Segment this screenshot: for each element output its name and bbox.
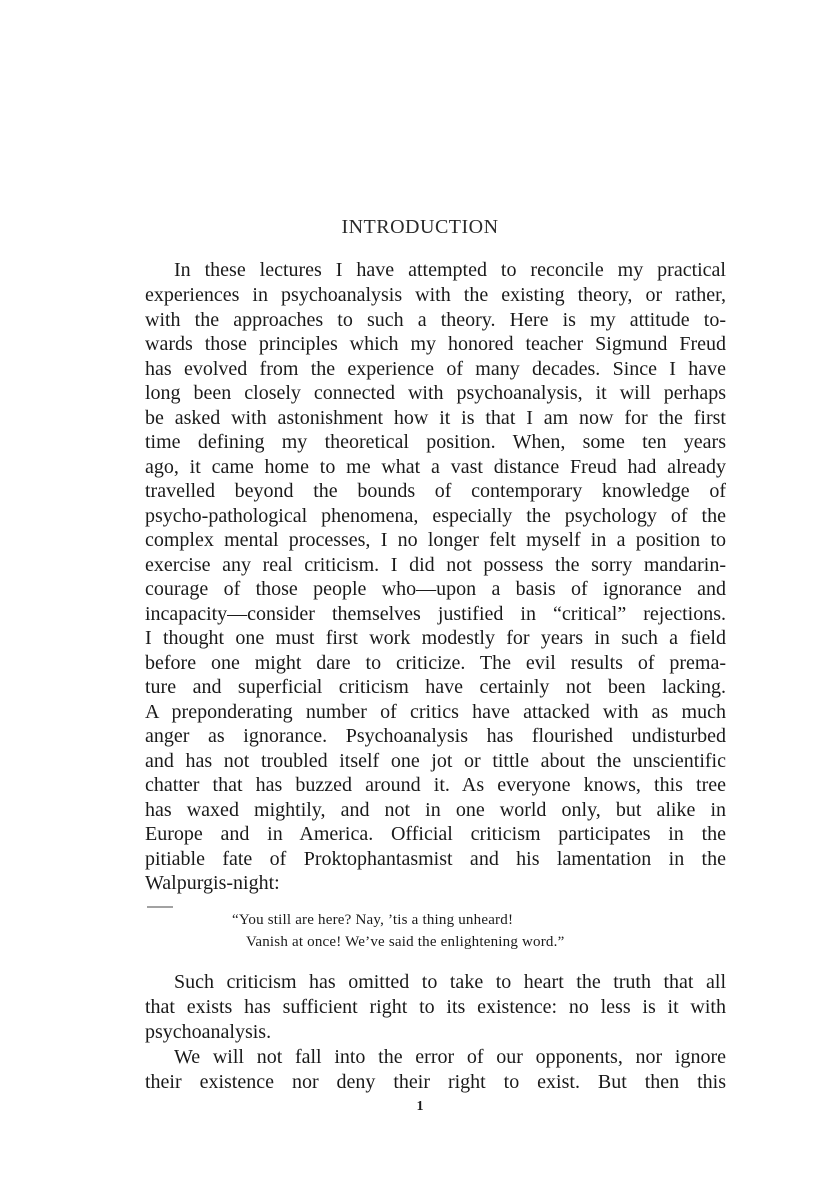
text-line: Walpurgis-night: xyxy=(145,872,280,894)
text-line: Europe and in America. Official criticism participates in the xyxy=(145,823,726,845)
text-line: their existence nor deny their right to exist. But then this xyxy=(145,1071,726,1093)
text-line: experiences in psychoanalysis with the existing theory, or rather, xyxy=(145,284,726,306)
page-number: 1 xyxy=(416,1099,424,1114)
text-line: psychoanalysis. xyxy=(145,1021,272,1043)
text-line: anger as ignorance. Psychoanalysis has flourished undisturbed xyxy=(145,725,726,747)
text-line: has evolved from the experience of many decades. Since I have xyxy=(145,358,726,380)
text-line: time defining my theoretical position. When, some ten years xyxy=(145,431,726,453)
quote-line: “You still are here? Nay, ’tis a thing unheard! xyxy=(232,912,514,928)
text-line: ago, it came home to me what a vast distance Freud had already xyxy=(145,456,726,478)
text-line: In these lectures I have attempted to reconcile my practical xyxy=(174,259,726,281)
text-line: We will not fall into the error of our opponents, nor ignore xyxy=(174,1046,726,1068)
text-line: and has not troubled itself one jot or tittle about the unscientific xyxy=(145,750,726,772)
text-line: courage of those people who—upon a basis of ignorance and xyxy=(145,578,726,600)
text-line: before one might dare to criticize. The evil results of prema- xyxy=(145,652,726,674)
text-line: ture and superficial criticism have certainly not been lacking. xyxy=(145,676,726,698)
text-line: I thought one must first work modestly for years in such a field xyxy=(145,627,726,649)
text-line: with the approaches to such a theory. Here is my attitude to- xyxy=(145,309,726,331)
text-line: that exists has sufficient right to its existence: no less is it with xyxy=(145,996,726,1018)
text-line: travelled beyond the bounds of contemporary knowledge of xyxy=(145,480,726,502)
ink-mark xyxy=(147,906,173,908)
text-line: psycho-pathological phenomena, especially the psychology of the xyxy=(145,505,726,527)
text-line: has waxed mightily, and not in one world only, but alike in xyxy=(145,799,726,821)
text-line: wards those principles which my honored teacher Sigmund Freud xyxy=(145,333,726,355)
text-line: complex mental processes, I no longer felt myself in a position to xyxy=(145,529,726,551)
text-line: pitiable fate of Proktophantasmist and his lamentation in the xyxy=(145,848,726,870)
text-line: exercise any real criticism. I did not possess the sorry mandarin- xyxy=(145,554,726,576)
text-line: A preponderating number of critics have attacked with as much xyxy=(145,701,726,723)
text-line: long been closely connected with psychoanalysis, it will perhaps xyxy=(145,382,726,404)
quote-line: Vanish at once! We’ve said the enlightening word.” xyxy=(246,934,565,950)
text-line: be asked with astonishment how it is that I am now for the first xyxy=(145,407,726,429)
chapter-heading: INTRODUCTION xyxy=(341,216,499,238)
text-line: chatter that has buzzed around it. As everyone knows, this tree xyxy=(145,774,726,796)
text-line: incapacity—consider themselves justified in “critical” rejections. xyxy=(145,603,726,625)
text-line: Such criticism has omitted to take to heart the truth that all xyxy=(174,971,726,993)
